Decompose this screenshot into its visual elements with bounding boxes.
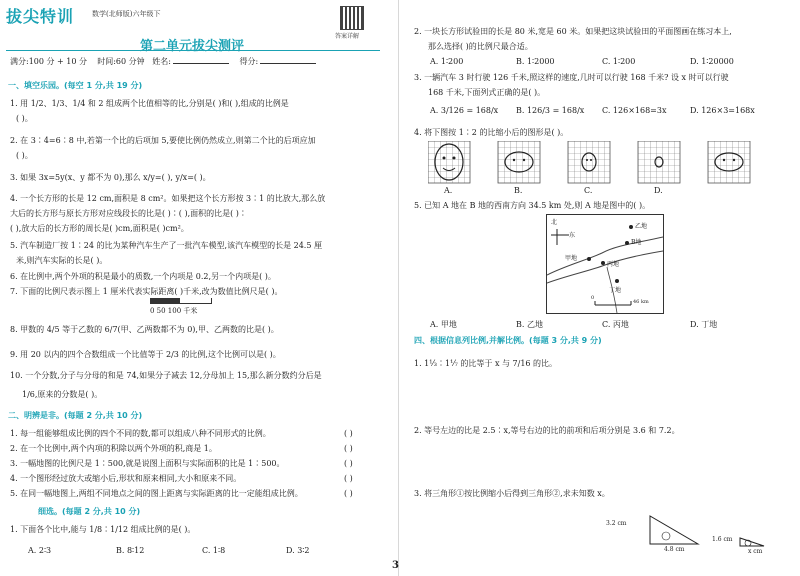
judge-5: 5. 在同一幅地图上,两组不同地点之间的图上距离与实际距离的比一定能组成比例。 — [10, 489, 303, 498]
section-choice: 细选。(每题 2 分,共 10 分) — [38, 507, 141, 516]
choice-5-option-d[interactable]: D. 丁地 — [690, 320, 718, 329]
option-c-face[interactable] — [638, 141, 680, 183]
choice-1-option-a[interactable]: A. 2∶3 — [28, 546, 52, 555]
solve-1: 1. 1⅓∶1⅐ 的比等于 x 与 7/16 的比。 — [414, 359, 558, 368]
brand-logo: 拔尖特训 — [6, 7, 75, 26]
choice-1-option-d[interactable]: D. 3∶2 — [286, 546, 310, 555]
question-5-line1: 5. 汽车制造厂按 1∶24 的比为某种汽车生产了一批汽车模型,该汽车模型的长是 24.5 厘 — [10, 241, 322, 250]
judge-1: 1. 每一组能够组成比例的四个不同的数,都可以组成八种不同形式的比例。 — [10, 429, 271, 438]
map-scale-label: 46 km — [633, 299, 649, 305]
time-info: 时间:60 分钟 — [97, 57, 145, 66]
map-label-ding: 丁地 — [609, 287, 622, 294]
score-field[interactable] — [260, 63, 316, 64]
choice-3-option-a[interactable]: A. 3/126 = 168/x — [430, 106, 499, 115]
choice-4-label-a[interactable]: A. — [444, 186, 453, 195]
map-label-yi: 乙地 — [635, 223, 648, 230]
choice-4-label-d[interactable]: D. — [654, 186, 663, 195]
choice-2-line1: 2. 一块长方形试验田的长是 80 米,宽是 60 米。如果把这块试验田的平面图画在练习本上, — [414, 27, 732, 36]
question-10-line1: 10. 一个分数,分子与分母的和是 74,如果分子减去 12,分母加上 15,那么新分数约分后是 — [10, 371, 322, 380]
option-b-face[interactable] — [568, 141, 610, 183]
page-title: 第二单元拔尖测评 — [140, 39, 245, 54]
section-true-false: 二、明辨是非。(每题 2 分,共 10 分) — [8, 411, 143, 420]
map-frame — [546, 214, 664, 314]
question-5-line2: 米,则汽车实际的长是( )。 — [16, 256, 108, 265]
question-6: 6. 在比例中,两个外项的积是最小的质数,一个内项是 0.2,另一个内项是( )。 — [10, 272, 276, 281]
judge-3: 3. 一幅地图的比例尺是 1∶500,就是说图上面积与实际面积的比是 1∶500。 — [10, 459, 285, 468]
solve-3: 3. 将三角形①按比例缩小后得到三角形②,求未知数 x。 — [414, 489, 610, 498]
choice-2-option-a[interactable]: A. 1∶200 — [430, 57, 464, 66]
map-east-label: 东 — [569, 232, 576, 239]
page-divider — [398, 0, 399, 576]
question-3: 3. 如果 3x=5y(x、y 都不为 0),那么 x/y=( ), y/x=( )。 — [10, 173, 211, 182]
question-1-line1: 1. 用 1/2、1/3、1/4 和 2 组成两个比值相等的比,分别是( )和( ),组成的比例是 — [10, 99, 289, 108]
question-9: 9. 用 20 以内的四个合数组成一个比值等于 2/3 的比例,这个比例可以是( )。 — [10, 350, 281, 359]
choice-4: 4. 将下图按 1∶2 的比缩小后的图形是( )。 — [414, 128, 569, 137]
judge-4: 4. 一个图形经过放大或缩小后,形状和原来相同,大小和原来不同。 — [10, 474, 242, 483]
title-rule — [6, 50, 380, 51]
question-4-line1: 4. 一个长方形的长是 12 cm,面积是 8 cm²。如果把这个长方形按 3∶1 的比放大,那么放 — [10, 194, 326, 203]
choice-2-option-c[interactable]: C. 1∶200 — [602, 57, 636, 66]
judge-5-answer[interactable]: ( ) — [344, 489, 353, 498]
judge-1-answer[interactable]: ( ) — [344, 429, 353, 438]
choice-5-option-c[interactable]: C. 丙地 — [602, 320, 629, 329]
question-7: 7. 下面的比例尺表示图上 1 厘米代表实际距离( )千米,改为数值比例尺是( )。 — [10, 287, 283, 296]
map-label-b: B地 — [631, 239, 642, 246]
choice-2-line2: 那么选择( )的比例尺最合适。 — [428, 42, 533, 51]
judge-2: 2. 在一个比例中,两个内项的积除以两个外项的积,商是 1。 — [10, 444, 217, 453]
qr-caption: 答案详解 — [335, 33, 360, 40]
choice-1-option-b[interactable]: B. 8∶12 — [116, 546, 145, 555]
option-d-face[interactable] — [708, 141, 750, 183]
qr-code-icon[interactable] — [340, 6, 364, 30]
triangle-one — [650, 516, 698, 544]
question-8: 8. 甲数的 4/5 等于乙数的 6/7(甲、乙两数都不为 0),甲、乙两数的比是( )。 — [10, 325, 279, 334]
question-1-line2: ( )。 — [16, 114, 33, 123]
face-grid-figures — [428, 141, 768, 191]
map-label-bing: 丙地 — [607, 261, 620, 268]
choice-4-label-c[interactable]: C. — [584, 186, 593, 195]
choice-1-option-c[interactable]: C. 1∶8 — [202, 546, 226, 555]
section-proportion: 四、根据信息列比例,并解比例。(每题 3 分,共 9 分) — [414, 336, 602, 345]
section-fill-blank: 一、填空乐园。(每空 1 分,共 19 分) — [8, 81, 143, 90]
choice-3-line1: 3. 一辆汽车 3 时行驶 126 千米,照这样的速度,几时可以行驶 168 千米? 设 x 时可以行驶 — [414, 73, 729, 82]
triangle-two — [740, 538, 764, 546]
subject-label: 数学(北师版)六年级下 — [92, 10, 161, 18]
judge-2-answer[interactable]: ( ) — [344, 444, 353, 453]
choice-5-option-b[interactable]: B. 乙地 — [516, 320, 543, 329]
map-label-jia: 甲地 — [565, 255, 578, 262]
choice-4-label-b[interactable]: B. — [514, 186, 523, 195]
judge-3-answer[interactable]: ( ) — [344, 459, 353, 468]
solve-2: 2. 等号左边的比是 2.5∶x,等号右边的比的前项和后项分别是 3.6 和 7.2。 — [414, 426, 680, 435]
choice-2-option-d[interactable]: D. 1∶20000 — [690, 57, 734, 66]
choice-1: 1. 下面各个比中,能与 1/8∶1/12 组成比例的是( )。 — [10, 525, 196, 534]
question-2-line2: ( )。 — [16, 151, 33, 160]
choice-3-option-c[interactable]: C. 126×168=3x — [602, 106, 667, 115]
question-4-line2: 大后的长方形与原长方形对应线段长的比是( )∶( ),面积的比是( )∶ — [10, 209, 247, 218]
choice-3-option-b[interactable]: B. 126/3 = 168/x — [516, 106, 585, 115]
scale-bar-labels: 0 50 100 千米 — [150, 307, 198, 315]
triangle-label-base: 4.8 cm — [664, 546, 685, 553]
question-10-line2: 1/6,原来的分数是( )。 — [22, 390, 103, 399]
page-number: 3 — [392, 560, 399, 571]
judge-4-answer[interactable]: ( ) — [344, 474, 353, 483]
name-label: 姓名: — [152, 57, 171, 66]
map-scale-zero: 0 — [591, 295, 595, 301]
question-2-line1: 2. 在 3∶4=6∶8 中,若第一个比的后项加 5,要使比例仍然成立,则第二个比的后项应加 — [10, 136, 316, 145]
name-field[interactable] — [173, 63, 229, 64]
choice-3-line2: 168 千米,下面列式正确的是( )。 — [428, 88, 546, 97]
triangle-figures — [640, 512, 790, 552]
question-4-line3: ( ),放大后的长方形的周长是( )cm,面积是( )cm²。 — [10, 224, 189, 233]
meta-line — [10, 56, 324, 67]
map-north-label: 北 — [551, 219, 558, 226]
choice-2-option-b[interactable]: B. 1∶2000 — [516, 57, 555, 66]
scale-bar-fill — [150, 298, 180, 303]
choice-5-option-a[interactable]: A. 甲地 — [430, 320, 457, 329]
triangle-label-x: x cm — [748, 548, 763, 555]
triangle-label-height: 3.2 cm — [606, 520, 627, 527]
score-label: 得分: — [239, 57, 259, 66]
original-face-figure — [428, 141, 470, 183]
choice-3-option-d[interactable]: D. 126×3=168x — [690, 106, 755, 115]
option-a-face[interactable] — [498, 141, 540, 183]
triangle-label-small-height: 1.6 cm — [712, 536, 733, 543]
choice-5: 5. 已知 A 地在 B 地的西南方向 34.5 km 处,则 A 地是图中的( )。 — [414, 201, 651, 210]
score-info: 满分:100 分 + 10 分 — [10, 57, 88, 66]
